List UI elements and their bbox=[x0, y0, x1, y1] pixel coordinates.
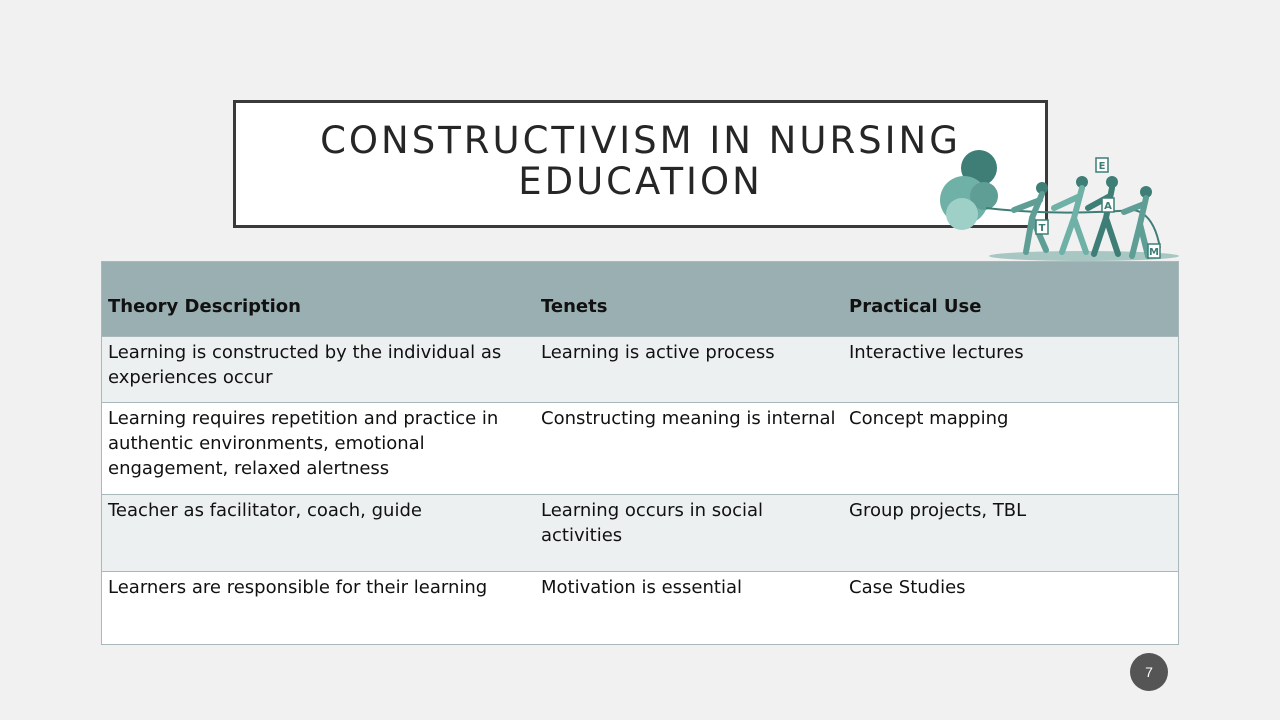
person-4-body bbox=[1124, 198, 1148, 256]
team-tug-of-war-illustration bbox=[934, 148, 1182, 266]
letter-m: M bbox=[1149, 247, 1159, 258]
column-header-theory-description: Theory Description bbox=[102, 262, 535, 337]
letter-e: E bbox=[1098, 161, 1106, 172]
theory-table-container bbox=[101, 261, 1179, 645]
idea-bubble-bottom bbox=[946, 198, 978, 230]
slide-title bbox=[320, 120, 961, 202]
theory-table bbox=[102, 262, 1178, 644]
table-cell: Constructing meaning is internal bbox=[535, 403, 843, 495]
table-cell: Learners are responsible for their learning bbox=[102, 572, 535, 644]
table-row bbox=[102, 337, 1178, 403]
table-cell: Motivation is essential bbox=[535, 572, 843, 644]
table-cell: Group projects, TBL bbox=[843, 495, 1178, 572]
column-header-practical-use: Practical Use bbox=[843, 262, 1178, 337]
table-row bbox=[102, 495, 1178, 572]
table-cell: Interactive lectures bbox=[843, 337, 1178, 403]
table-cell: Concept mapping bbox=[843, 403, 1178, 495]
letter-a: A bbox=[1104, 201, 1112, 212]
table-header-row bbox=[102, 262, 1178, 337]
page-number-badge: 7 bbox=[1130, 653, 1168, 691]
table-cell: Learning requires repetition and practice in authentic environments, emotional engagement, relaxed alertness bbox=[102, 403, 535, 495]
person-2-body bbox=[1054, 188, 1086, 252]
table-cell: Case Studies bbox=[843, 572, 1178, 644]
slide-title-line-1: CONSTRUCTIVISM IN NURSING bbox=[320, 119, 961, 162]
table-cell: Learning occurs in social activities bbox=[535, 495, 843, 572]
table-row bbox=[102, 572, 1178, 644]
letter-t: T bbox=[1038, 223, 1046, 234]
table-row bbox=[102, 403, 1178, 495]
slide-title-line-2: EDUCATION bbox=[518, 160, 763, 203]
table-cell: Learning is constructed by the individual as experiences occur bbox=[102, 337, 535, 403]
title-box bbox=[233, 100, 1048, 228]
table-cell: Teacher as facilitator, coach, guide bbox=[102, 495, 535, 572]
table-cell: Learning is active process bbox=[535, 337, 843, 403]
column-header-tenets: Tenets bbox=[535, 262, 843, 337]
